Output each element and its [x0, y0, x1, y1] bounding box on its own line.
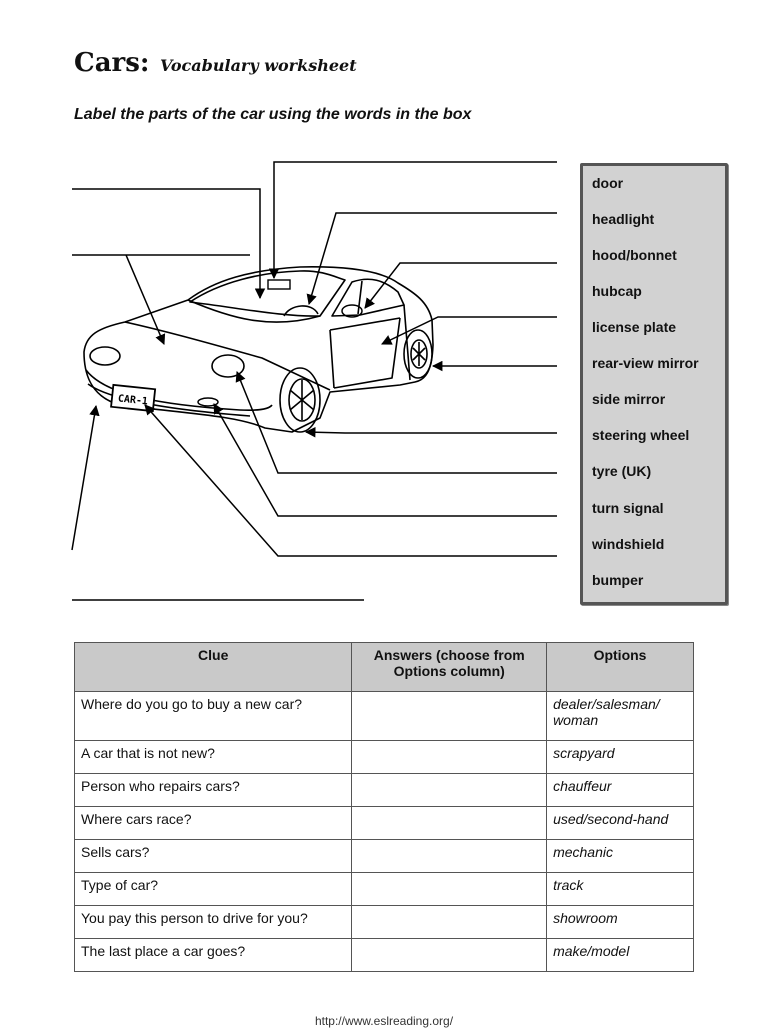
option-cell: chauffeur — [547, 774, 694, 807]
label-line-bumper — [72, 406, 96, 550]
word-box — [580, 163, 728, 605]
title-main: Cars: — [74, 48, 150, 78]
label-line-side-mirror — [365, 263, 557, 308]
word-item: headlight — [592, 211, 655, 227]
option-cell: used/second-hand — [547, 807, 694, 840]
word-item: tyre (UK) — [592, 463, 652, 479]
option-cell: showroom — [547, 906, 694, 939]
table-row — [75, 692, 694, 741]
clue-cell: A car that is not new? — [75, 741, 352, 774]
clue-cell: You pay this person to drive for you? — [75, 906, 352, 939]
answer-cell[interactable] — [352, 692, 547, 741]
right-headlight — [212, 355, 244, 377]
word-item: bumper — [592, 572, 644, 588]
answer-cell[interactable] — [352, 906, 547, 939]
word-item: windshield — [592, 536, 665, 552]
footer-url[interactable]: http://www.eslreading.org/ — [314, 1014, 454, 1028]
word-item: hubcap — [592, 283, 642, 299]
label-line-license-plate — [145, 405, 557, 556]
option-cell: make/model — [547, 939, 694, 972]
answer-cell[interactable] — [352, 939, 547, 972]
clue-cell: Type of car? — [75, 873, 352, 906]
left-headlight — [90, 347, 120, 365]
header-answers: Answers (choose from Options column) — [352, 643, 547, 692]
title-subtitle: Vocabulary worksheet — [159, 56, 357, 75]
clue-cell: Sells cars? — [75, 840, 352, 873]
table-row — [75, 774, 694, 807]
word-item: license plate — [592, 319, 677, 335]
word-item: rear-view mirror — [592, 355, 699, 371]
label-line-tyre — [306, 432, 557, 433]
table-row — [75, 840, 694, 873]
option-cell: scrapyard — [547, 741, 694, 774]
answer-cell[interactable] — [352, 873, 547, 906]
clue-table — [74, 642, 694, 972]
header-clue: Clue — [75, 643, 352, 692]
option-cell: track — [547, 873, 694, 906]
plate-text: CAR-1 — [117, 393, 149, 408]
table-row — [75, 807, 694, 840]
table-row — [75, 906, 694, 939]
clue-cell: Where cars race? — [75, 807, 352, 840]
option-cell: dealer/salesman/ woman — [547, 692, 694, 741]
page-title — [74, 48, 357, 78]
word-item: door — [592, 175, 624, 191]
side-window-outline — [332, 279, 404, 316]
header-options: Options — [547, 643, 694, 692]
table-row — [75, 873, 694, 906]
label-line-rear-view-mirror — [274, 162, 557, 278]
option-cell: mechanic — [547, 840, 694, 873]
word-item: hood/bonnet — [592, 247, 677, 263]
table-header-row — [75, 643, 694, 692]
instructions: Label the parts of the car using the words in the box — [74, 106, 472, 123]
table-row — [75, 939, 694, 972]
table-row — [75, 741, 694, 774]
label-line-door — [382, 317, 557, 344]
clue-cell: Person who repairs cars? — [75, 774, 352, 807]
front-wheel — [280, 368, 320, 432]
word-item: steering wheel — [592, 427, 690, 443]
door-outline — [330, 318, 400, 388]
answer-cell[interactable] — [352, 741, 547, 774]
answer-cell[interactable] — [352, 840, 547, 873]
word-item: side mirror — [592, 391, 666, 407]
license-plate — [111, 385, 155, 411]
answer-cell[interactable] — [352, 774, 547, 807]
rear-view-mirror — [268, 280, 290, 289]
clue-cell: Where do you go to buy a new car? — [75, 692, 352, 741]
answer-cell[interactable] — [352, 807, 547, 840]
clue-cell: The last place a car goes? — [75, 939, 352, 972]
word-item: turn signal — [592, 500, 664, 516]
label-line-turn-signal — [214, 404, 557, 516]
